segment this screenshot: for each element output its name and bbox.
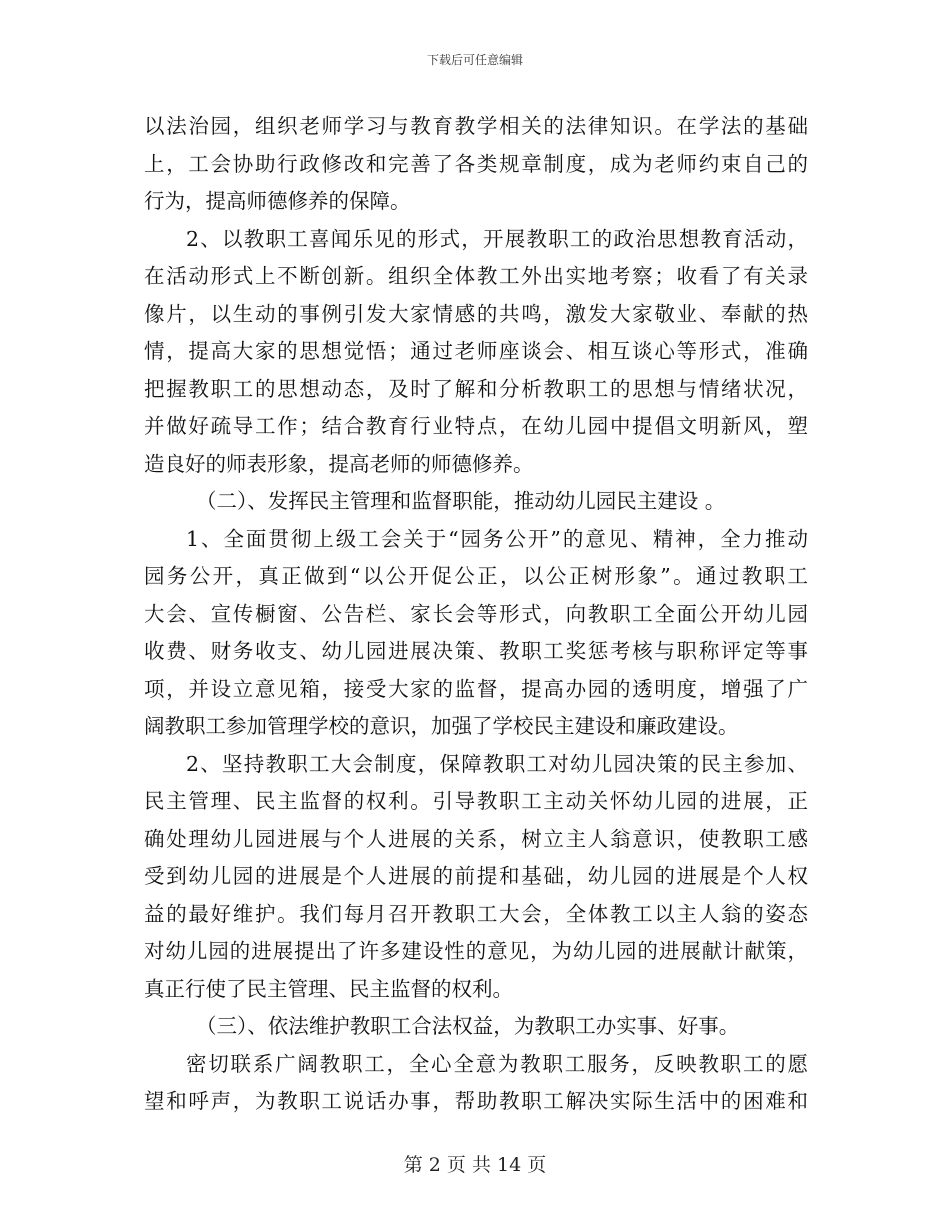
body-line: 以法治园，组织老师学习与教育教学相关的法律知识。在学法的基础: [144, 114, 808, 138]
body-line: 受到幼儿园的进展是个人进展的前提和基础，幼儿园的进展是个人权: [144, 864, 808, 888]
body-line: 确处理幼儿园进展与个人进展的关系，树立主人翁意识，使教职工感: [144, 826, 808, 851]
body-line: 民主管理、民主监督的权利。引导教职工主动关怀幼儿园的进展，正: [144, 789, 808, 813]
body-line: 行为，提高师德修养的保障。: [144, 189, 411, 213]
paragraph-start-line: 2、坚持教职工大会制度，保障教职工对幼儿园决策的民主参加、: [186, 751, 808, 776]
body-line: 大会、宣传橱窗、公告栏、家长会等形式，向教职工全面公开幼儿园: [144, 601, 808, 626]
paragraph-start-line: 密切联系广阔教职工，全心全意为教职工服务，反映教职工的愿: [186, 1051, 808, 1076]
body-line: 阔教职工参加管理学校的意识，加强了学校民主建设和廉政建设。: [144, 714, 739, 738]
body-line: 并做好疏导工作；结合教育行业特点，在幼儿园中提倡文明新风，塑: [144, 414, 808, 438]
paragraph-start-line: 2、以教职工喜闻乐见的形式，开展教职工的政治思想教育活动，: [186, 226, 808, 251]
document-body: [144, 108, 808, 1121]
body-line: 在活动形式上不断创新。组织全体教工外出实地考察；收看了有关录: [144, 264, 808, 288]
body-line: 对幼儿园的进展提出了许多建设性的意见，为幼儿园的进展献计献策，: [144, 939, 808, 963]
section-heading: （二）、发挥民主管理和监督职能，推动幼儿园民主建设 。: [196, 489, 726, 513]
body-line: 真正行使了民主管理、民主监督的权利。: [144, 976, 513, 1001]
body-line: 项，并设立意见箱，接受大家的监督，提高办园的透明度，增强了广: [144, 676, 808, 701]
body-line: 园务公开，真正做到“以公开促公正，以公正树形象”。通过教职工: [144, 564, 808, 588]
body-line: 情，提高大家的思想觉悟；通过老师座谈会、相互谈心等形式，准确: [144, 339, 808, 363]
body-line: 益的最好维护。我们每月召开教职工大会，全体教工以主人翁的姿态: [144, 901, 808, 926]
body-line: 像片，以生动的事例引发大家情感的共鸣，激发大家敬业、奉献的热: [144, 301, 808, 326]
paragraph-start-line: 1、全面贯彻上级工会关于“园务公开”的意见、精神，全力推动: [186, 526, 808, 551]
body-line: 造良好的师表形象，提高老师的师德修养。: [144, 451, 534, 476]
page-header: 下载后可任意编辑: [426, 53, 523, 67]
body-line: 收费、财务收支、幼儿园进展决策、教职工奖惩考核与职称评定等事: [144, 639, 808, 663]
body-line: 把握教职工的思想动态，及时了解和分析教职工的思想与情绪状况，: [144, 376, 808, 401]
section-heading: （三）、依法维护教职工合法权益，为教职工办实事、好事。: [196, 1014, 740, 1038]
body-line: 上，工会协助行政修改和完善了各类规章制度，成为老师约束自己的: [144, 151, 808, 176]
body-line: 望和呼声，为教职工说话办事，帮助教职工解决实际生活中的困难和: [144, 1089, 808, 1113]
page-number-footer: 第 2 页 共 14 页: [403, 1154, 547, 1176]
